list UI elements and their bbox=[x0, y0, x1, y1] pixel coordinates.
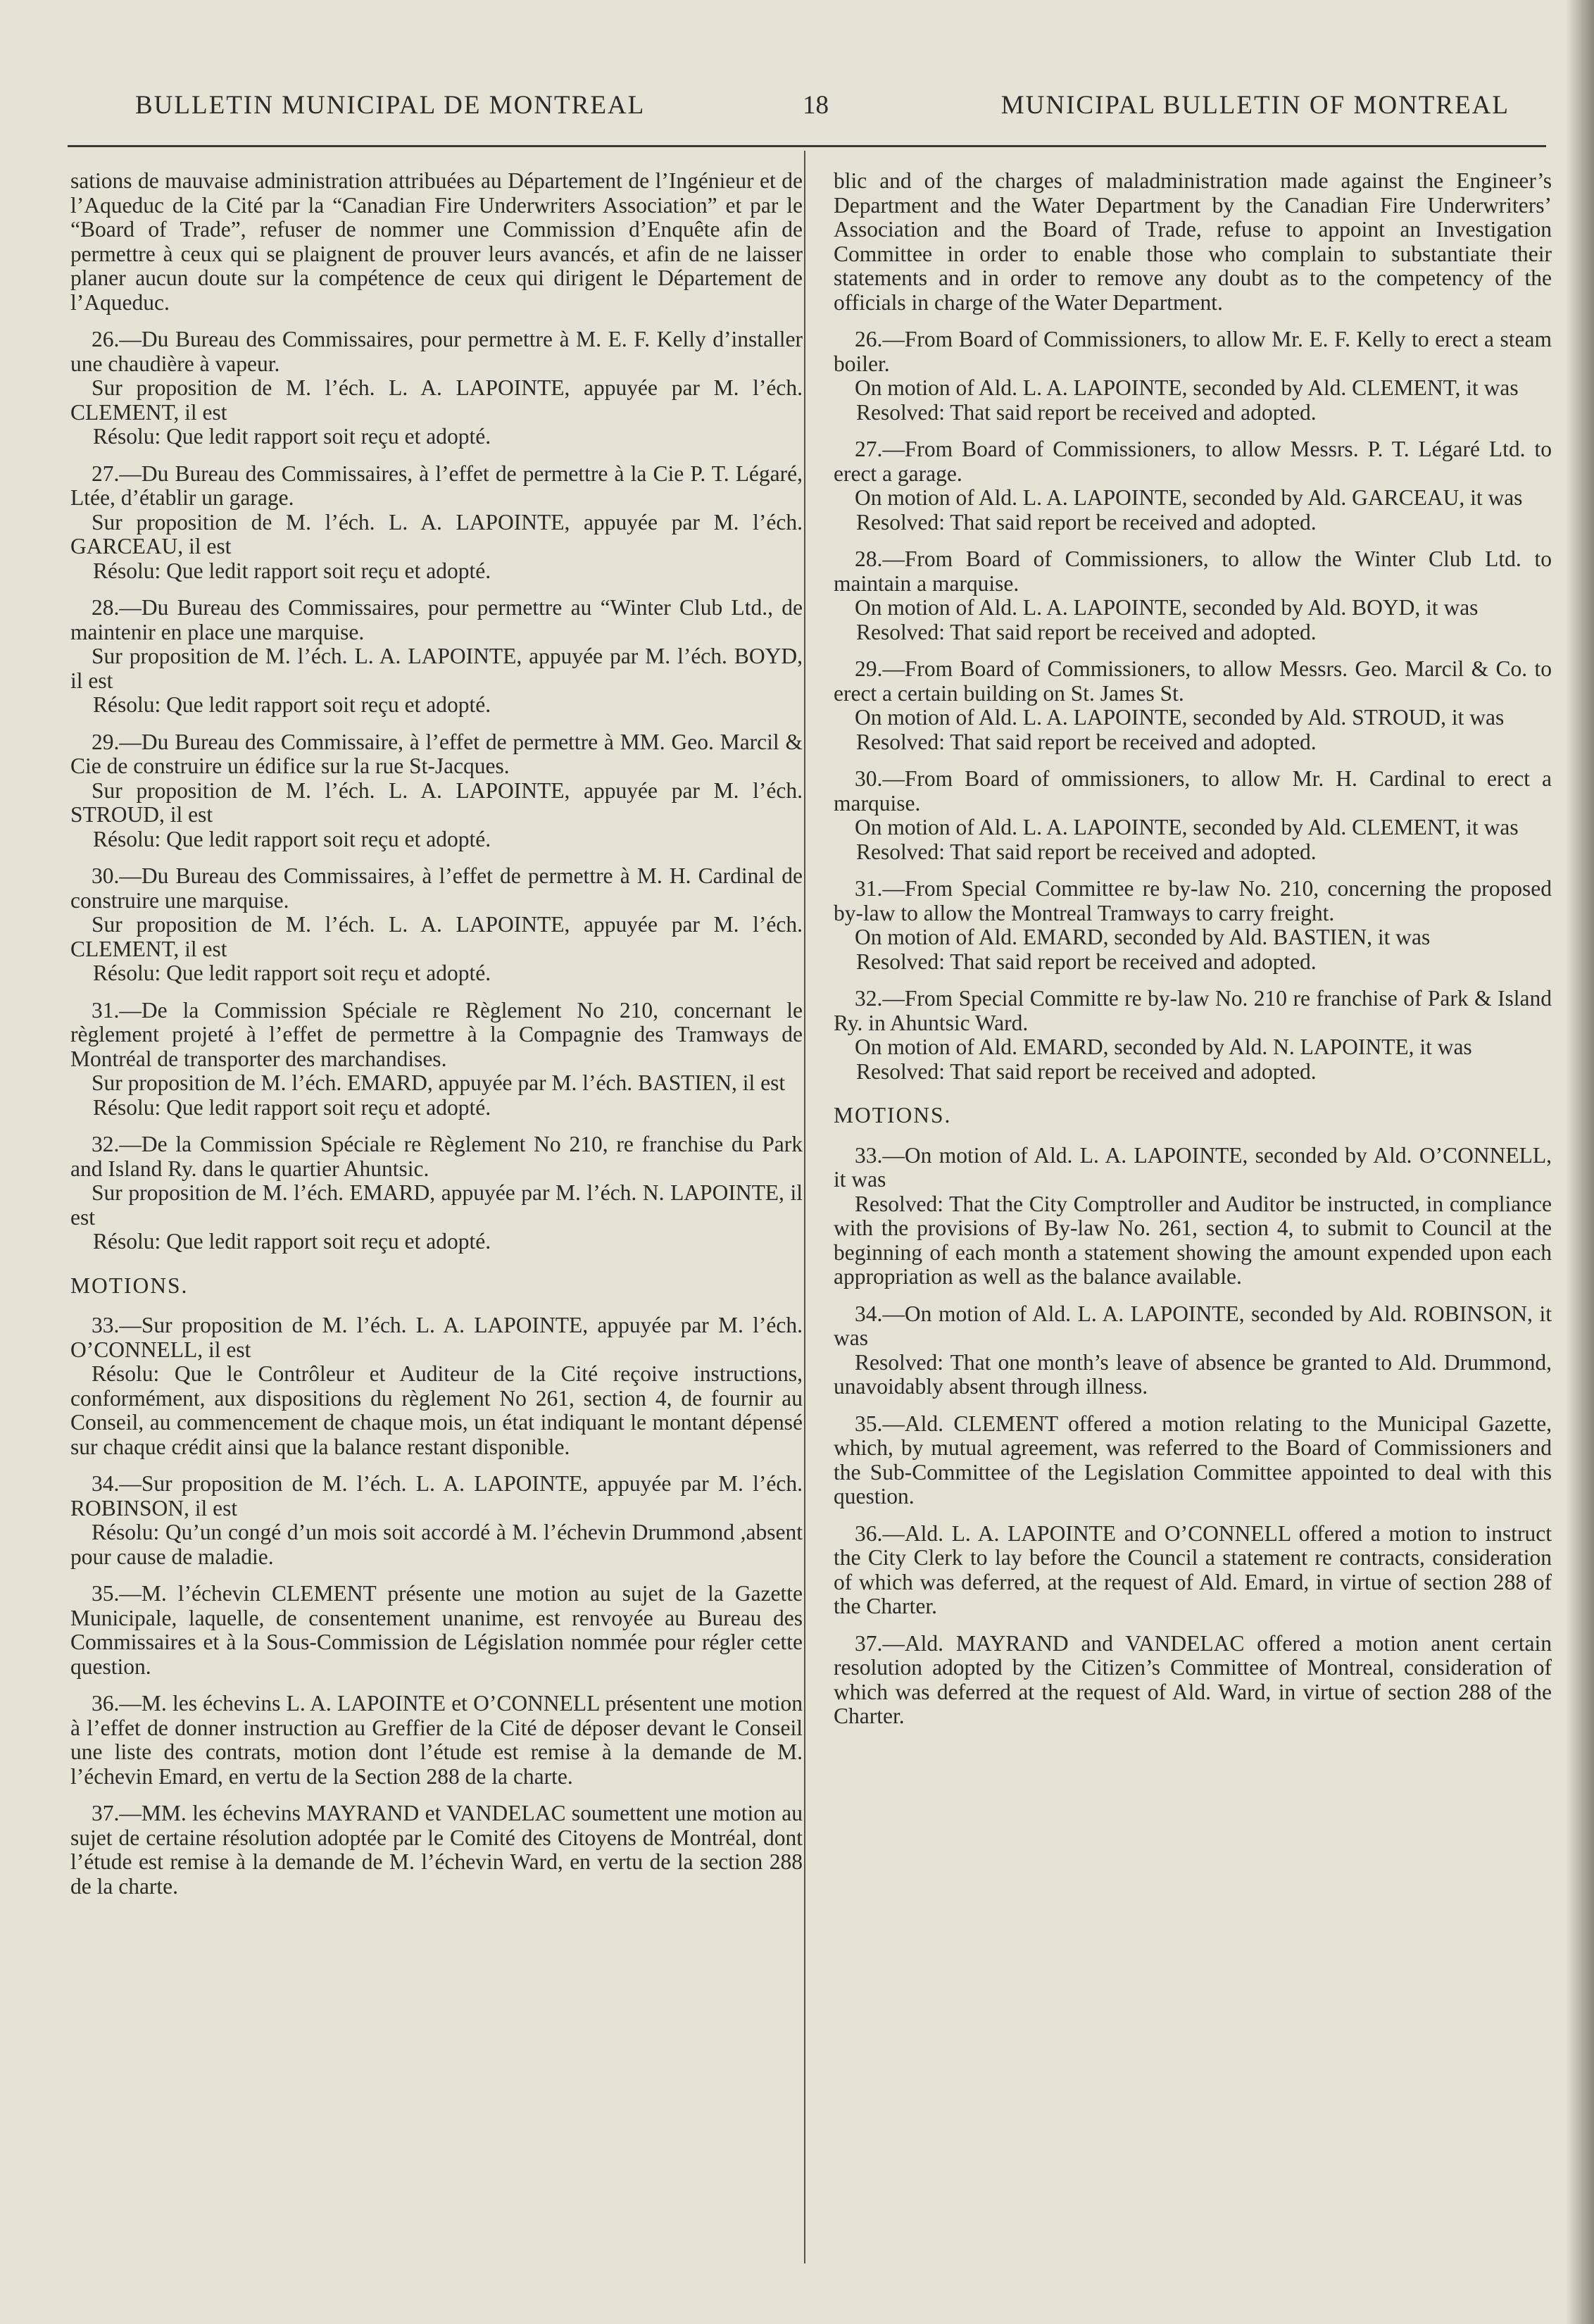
resolution-text: Resolved: That said report be received and adopted. bbox=[856, 619, 1317, 644]
french-column bbox=[70, 169, 803, 1899]
motion-text: Sur proposition de M. l’éch. L. A. LAPOINTE, appuyée par M. l’éch. CLEMENT, il est bbox=[70, 912, 803, 961]
header-rule bbox=[68, 145, 1546, 147]
item-heading: 33.—Sur proposition de M. l’éch. L. A. LAPOINTE, appuyée par M. l’éch. O’CONNELL, il est bbox=[70, 1313, 803, 1362]
item-heading: 29.—From Board of Commissioners, to allow Messrs. Geo. Marcil & Co. to erect a certain building on St. James St. bbox=[834, 656, 1552, 706]
resolution-text: Resolved: That said report be received and adopted. bbox=[856, 1058, 1317, 1084]
item-heading: 28.—From Board of Commissioners, to allow the Winter Club Ltd. to maintain a marquise. bbox=[834, 546, 1552, 596]
resolution-text: Resolved: That said report be received and adopted. bbox=[856, 949, 1317, 974]
item-heading: 30.—Du Bureau des Commissaires, à l’effet de permettre à M. H. Cardinal de construire une marquise. bbox=[70, 863, 803, 913]
paragraph: sations de mauvaise administration attribuées au Département de l’Ingénieur et de l’Aqueduc de la Cité par la “Canadian Fire Underwriters Association” et par le “Board of Trade”, refuser de nommer une Commission d’Enquête afin de permettre à ceux qui se plaignent de prouver leurs avancés, et afin de ne laisser planer aucun doute sur la compétence de ceux qui dirigent le Département de l’Aqueduc. bbox=[70, 168, 803, 315]
page-number: 18 bbox=[803, 91, 829, 120]
resolution-text: Résolu: Que ledit rapport soit reçu et adopté. bbox=[93, 424, 491, 449]
resolution-text: Resolved: That said report be received and adopted. bbox=[856, 509, 1317, 535]
item-heading: 31.—De la Commission Spéciale re Règlement No 210, concernant le règlement projeté à l’effet de permettre à la Compagnie des Tramways de Montréal de transporter des marchandises. bbox=[70, 997, 803, 1071]
motion-paragraph: 37.—Ald. MAYRAND and VANDELAC offered a motion anent certain resolution adopted by the Citizen’s Committee of Montreal, consideration of which was deferred at the request of Ald. Ward, in virtue of section 288 of the Charter. bbox=[834, 1630, 1552, 1728]
item-heading: 34.—Sur proposition de M. l’éch. L. A. LAPOINTE, appuyée par M. l’éch. ROBINSON, il est bbox=[70, 1471, 803, 1520]
motion-text: Sur proposition de M. l’éch. L. A. LAPOINTE, appuyée par M. l’éch. STROUD, il est bbox=[70, 777, 803, 827]
item-heading: 33.—On motion of Ald. L. A. LAPOINTE, seconded by Ald. O’CONNELL, it was bbox=[834, 1142, 1552, 1192]
item-heading: 26.—From Board of Commissioners, to allow Mr. E. F. Kelly to erect a steam boiler. bbox=[834, 327, 1552, 376]
item-heading: 26.—Du Bureau des Commissaires, pour permettre à M. E. F. Kelly d’installer une chaudière à vapeur. bbox=[70, 327, 803, 376]
section-heading-motions: MOTIONS. bbox=[834, 1103, 952, 1127]
item-heading: 28.—Du Bureau des Commissaires, pour permettre au “Winter Club Ltd., de maintenir en place une marquise. bbox=[70, 595, 803, 644]
motion-paragraph: 36.—M. les échevins L. A. LAPOINTE et O’CONNELL présentent une motion à l’effet de donner instruction au Greffier de la Cité de déposer devant le Conseil une liste des contrats, motion dont l’étude est remise à la demande de M. l’échevin Emard, en vertu de la Section 288 de la charte. bbox=[70, 1691, 803, 1789]
header-left-title: BULLETIN MUNICIPAL DE MONTREAL bbox=[135, 91, 646, 120]
resolution-text: Résolu: Que le Contrôleur et Auditeur de la Cité reçoive instructions, conformément, aux dispositions du règlement No 261, section 4, de fournir au Conseil, au commencement de chaque mois, un état indiquant le montant dépensé sur chaque crédit ainsi que la balance restant disponible. bbox=[70, 1361, 803, 1459]
resolution-text: Résolu: Que ledit rapport soit reçu et adopté. bbox=[93, 826, 491, 851]
page-header bbox=[0, 83, 1594, 132]
item-heading: 32.—From Special Committe re by-law No. 210 re franchise of Park & Island Ry. in Ahuntsic Ward. bbox=[834, 986, 1552, 1035]
motion-text: Sur proposition de M. l’éch. L. A. LAPOINTE, appuyée par M. l’éch. CLEMENT, il est bbox=[70, 375, 803, 425]
header-right-title: MUNICIPAL BULLETIN OF MONTREAL bbox=[1000, 91, 1510, 120]
resolution-text: Résolu: Que ledit rapport soit reçu et adopté. bbox=[93, 1229, 491, 1254]
resolution-text: Resolved: That said report be received and adopted. bbox=[856, 399, 1317, 425]
resolution-text: Résolu: Que ledit rapport soit reçu et adopté. bbox=[93, 558, 491, 583]
motion-text: On motion of Ald. EMARD, seconded by Ald. BASTIEN, it was bbox=[855, 925, 1431, 949]
resolution-text: Résolu: Que ledit rapport soit reçu et adopté. bbox=[93, 692, 491, 717]
english-column bbox=[834, 169, 1552, 1729]
resolution-text: Résolu: Que ledit rapport soit reçu et adopté. bbox=[93, 961, 491, 985]
resolution-text: Resolved: That the City Comptroller and Auditor be instructed, in compliance with the provisions of By-law No. 261, section 4, to submit to Council at the beginning of each month a statement showing the amount expended upon each appropriation as well as the balance available. bbox=[834, 1191, 1552, 1289]
motion-text: On motion of Ald. L. A. LAPOINTE, seconded by Ald. BOYD, it was bbox=[855, 595, 1479, 620]
item-heading: 27.—Du Bureau des Commissaires, à l’effet de permettre à la Cie P. T. Légaré, Ltée, d’établir un garage. bbox=[70, 461, 803, 510]
item-heading: 29.—Du Bureau des Commissaire, à l’effet de permettre à MM. Geo. Marcil & Cie de construire un édifice sur la rue St-Jacques. bbox=[70, 729, 803, 778]
motion-paragraph: 36.—Ald. L. A. LAPOINTE and O’CONNELL offered a motion to instruct the City Clerk to lay before the Council a statement re contracts, consideration of which was deferred, at the request of Ald. Emard, in virtue of section 288 of the Charter. bbox=[834, 1520, 1552, 1618]
paragraph: blic and of the charges of maladministration made against the Engineer’s Department and the Water Department by the Canadian Fire Underwriters’ Association and the Board of Trade, refuse to appoint an Investigation Committee in order to enable those who complain to substantiate their statements and in order to remove any doubt as to the competency of the officials in charge of the Water Department. bbox=[834, 168, 1552, 315]
page-edge-shadow bbox=[1566, 0, 1594, 2324]
motion-text: On motion of Ald. L. A. LAPOINTE, seconded by Ald. STROUD, it was bbox=[855, 705, 1505, 730]
item-heading: 31.—From Special Committee re by-law No. 210, concerning the proposed by-law to allow the Montreal Tramways to carry freight. bbox=[834, 876, 1552, 925]
motion-text: On motion of Ald. L. A. LAPOINTE, seconded by Ald. GARCEAU, it was bbox=[855, 485, 1523, 510]
motion-paragraph: 35.—M. l’échevin CLEMENT présente une motion au sujet de la Gazette Municipale, laquelle, de consentement unanime, est renvoyée au Bureau des Commissaires et à la Sous-Commission de Législation nommée pour régler cette question. bbox=[70, 1581, 803, 1679]
item-heading: 34.—On motion of Ald. L. A. LAPOINTE, seconded by Ald. ROBINSON, it was bbox=[834, 1301, 1552, 1350]
motion-text: Sur proposition de M. l’éch. L. A. LAPOINTE, appuyée par M. l’éch. GARCEAU, il est bbox=[70, 509, 803, 558]
resolution-text: Résolu: Qu’un congé d’un mois soit accordé à M. l’échevin Drummond ,absent pour cause de maladie. bbox=[70, 1520, 803, 1569]
motion-text: On motion of Ald. L. A. LAPOINTE, seconded by Ald. CLEMENT, it was bbox=[855, 815, 1519, 839]
motion-paragraph: 37.—MM. les échevins MAYRAND et VANDELAC soumettent une motion au sujet de certaine résolution adoptée par le Comité des Citoyens de Montréal, dont l’étude est remise à la demande de M. l’échevin Ward, en vertu de la section 288 de la charte. bbox=[70, 1801, 803, 1899]
motion-text: Sur proposition de M. l’éch. EMARD, appuyée par M. l’éch. BASTIEN, il est bbox=[92, 1070, 786, 1095]
motion-text: Sur proposition de M. l’éch. EMARD, appuyée par M. l’éch. N. LAPOINTE, il est bbox=[70, 1180, 803, 1230]
item-heading: 27.—From Board of Commissioners, to allow Messrs. P. T. Légaré Ltd. to erect a garage. bbox=[834, 437, 1552, 486]
resolution-text: Resolved: That said report be received and adopted. bbox=[856, 839, 1317, 864]
motion-text: Sur proposition de M. l’éch. L. A. LAPOINTE, appuyée par M. l’éch. BOYD, il est bbox=[70, 644, 803, 693]
motion-paragraph: 35.—Ald. CLEMENT offered a motion relating to the Municipal Gazette, which, by mutual agreement, was referred to the Board of Commissioners and the Sub-Committee of the Legislation Committee appointed to deal with this question. bbox=[834, 1411, 1552, 1508]
motion-text: On motion of Ald. EMARD, seconded by Ald. N. LAPOINTE, it was bbox=[855, 1035, 1472, 1059]
resolution-text: Resolved: That said report be received and adopted. bbox=[856, 729, 1317, 754]
resolution-text: Résolu: Que ledit rapport soit reçu et adopté. bbox=[93, 1094, 491, 1120]
item-heading: 32.—De la Commission Spéciale re Règlement No 210, re franchise du Park and Island Ry. dans le quartier Ahuntsic. bbox=[70, 1132, 803, 1181]
motion-text: On motion of Ald. L. A. LAPOINTE, seconded by Ald. CLEMENT, it was bbox=[855, 375, 1519, 400]
resolution-text: Resolved: That one month’s leave of absence be granted to Ald. Drummond, unavoidably absent through illness. bbox=[834, 1349, 1552, 1399]
column-divider bbox=[804, 151, 805, 2263]
item-heading: 30.—From Board of ommissioners, to allow Mr. H. Cardinal to erect a marquise. bbox=[834, 766, 1552, 816]
section-heading-motions: MOTIONS. bbox=[70, 1273, 189, 1298]
